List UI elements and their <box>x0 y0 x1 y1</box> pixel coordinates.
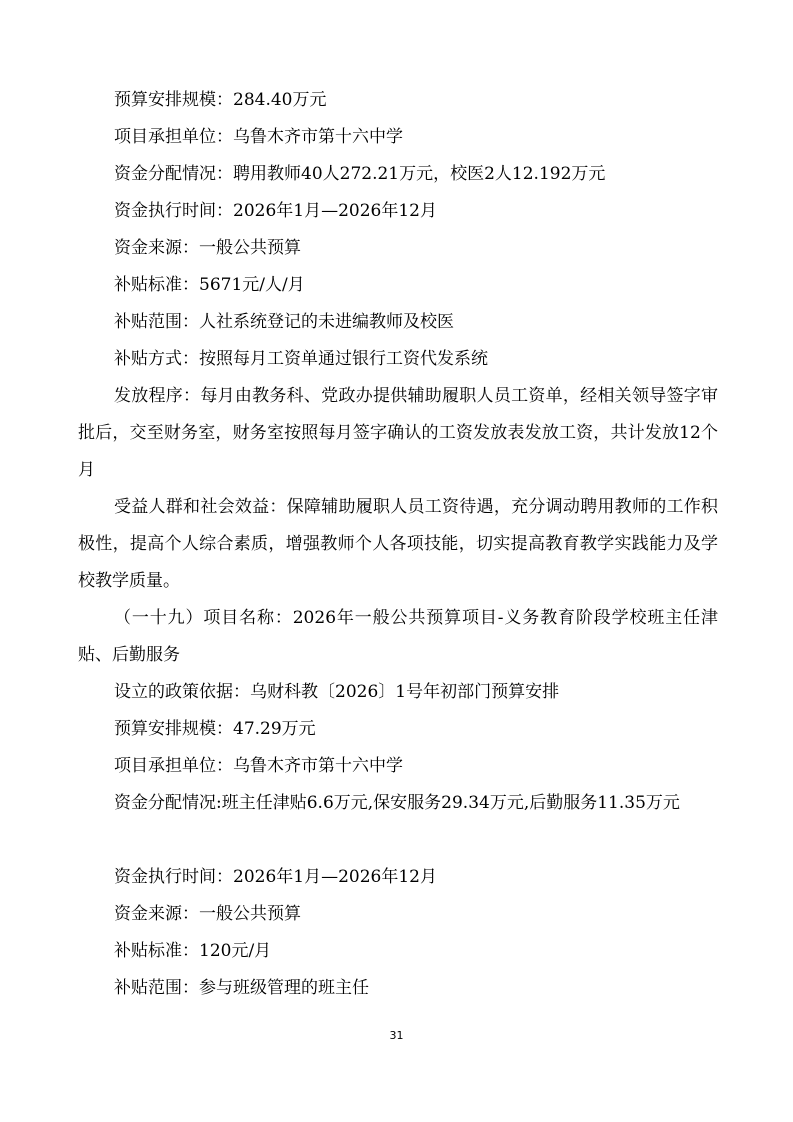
page-number: 31 <box>389 1029 404 1042</box>
payment-procedure-1: 发放程序：每月由教务科、党政办提供辅助履职人员工资单，经相关领导签字审批后，交至财务室，财务室按照每月签字确认的工资发放表发放工资，共计发放12个月 <box>78 386 718 480</box>
beneficiaries-benefits-1: 受益人群和社会效益：保障辅助履职人员工资待遇，充分调动聘用教师的工作积极性，提高个人综合素质，增强教师个人各项技能，切实提高教育教学实践能力及学校教学质量。 <box>78 497 718 591</box>
execution-time-1: 资金执行时间：2026年1月—2026年12月 <box>114 201 437 221</box>
project-name-19: （一十九）项目名称：2026年一般公共预算项目-义务教育阶段学校班主任津贴、后勤服务 <box>78 608 718 665</box>
undertaking-unit-19: 项目承担单位：乌鲁木齐市第十六中学 <box>114 756 403 776</box>
budget-scale-19: 预算安排规模：47.29万元 <box>114 719 316 739</box>
subsidy-scope-19: 补贴范围：参与班级管理的班主任 <box>114 978 369 998</box>
subsidy-method-1: 补贴方式：按照每月工资单通过银行工资代发系统 <box>114 349 488 369</box>
subsidy-standard-19: 补贴标准：120元/月 <box>114 941 272 961</box>
execution-time-19: 资金执行时间：2026年1月—2026年12月 <box>114 867 437 887</box>
budget-scale-1: 预算安排规模：284.40万元 <box>114 90 327 110</box>
policy-basis-19: 设立的政策依据：乌财科教〔2026〕1号年初部门预算安排 <box>114 682 560 702</box>
subsidy-scope-1: 补贴范围：人社系统登记的未进编教师及校医 <box>114 312 454 332</box>
fund-allocation-1: 资金分配情况：聘用教师40人272.21万元，校医2人12.192万元 <box>114 164 606 184</box>
fund-allocation-19: 资金分配情况:班主任津贴6.6万元,保安服务29.34万元,后勤服务11.35万元 <box>114 793 680 813</box>
fund-source-1: 资金来源：一般公共预算 <box>114 238 301 258</box>
fund-source-19: 资金来源：一般公共预算 <box>114 904 301 924</box>
subsidy-standard-1: 补贴标准：5671元/人/月 <box>114 275 305 295</box>
undertaking-unit-1: 项目承担单位：乌鲁木齐市第十六中学 <box>114 127 403 147</box>
